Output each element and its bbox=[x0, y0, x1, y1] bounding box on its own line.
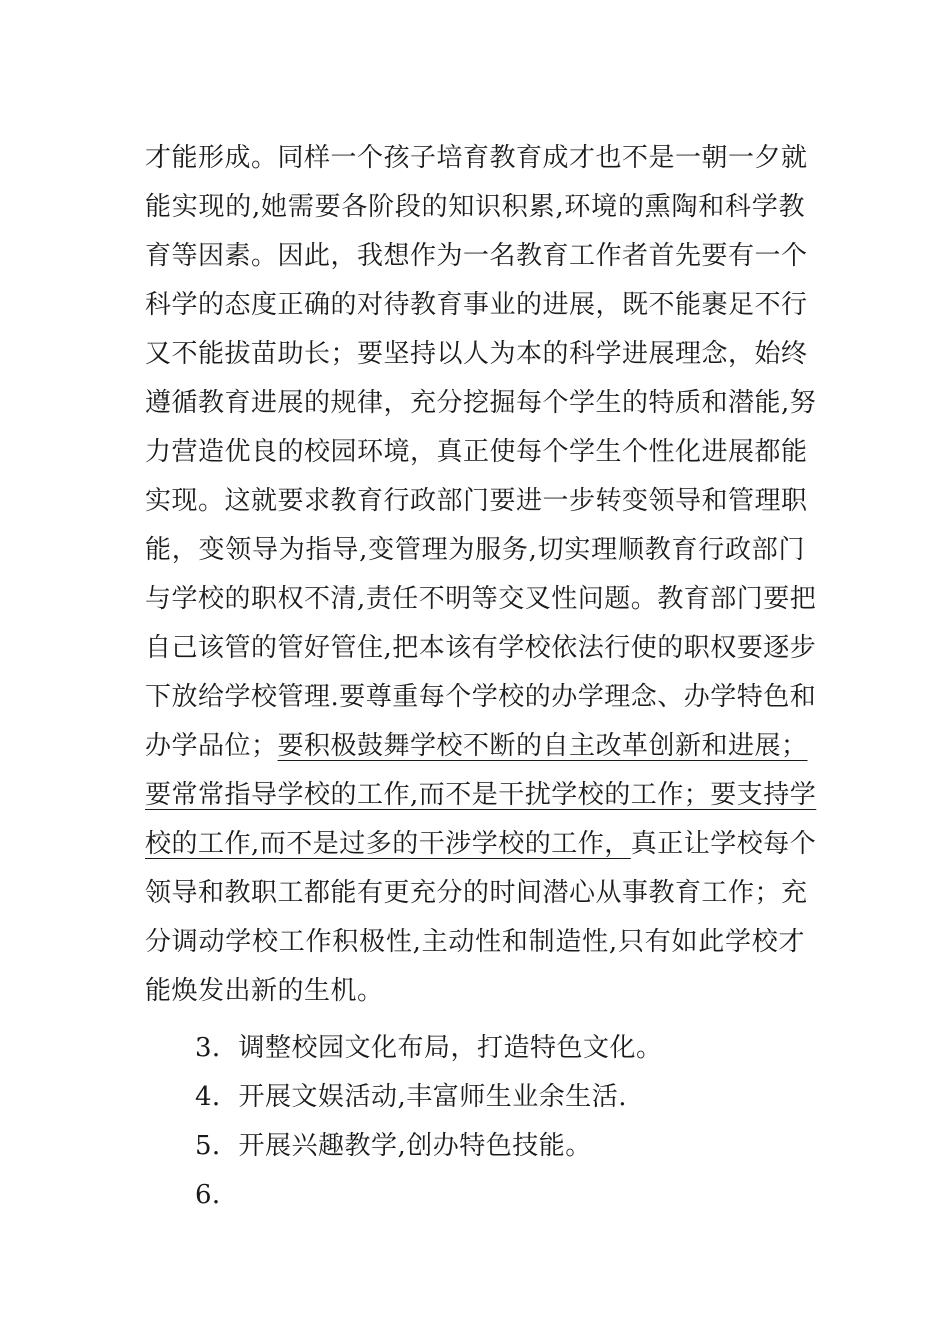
paragraph-line: 下放给学校管理.要尊重每个学校的办学理念、办学特色和 bbox=[145, 682, 817, 712]
paragraph-line: 能实现的,她需要各阶段的知识积累,环境的熏陶和科学教 bbox=[145, 192, 805, 222]
paragraph-line: 遵循教育进展的规律，充分挖掘每个学生的特质和潜能,努 bbox=[145, 388, 817, 418]
paragraph-line: 科学的态度正确的对待教育事业的进展，既不能裹足不行 bbox=[145, 290, 808, 320]
list-item: 5．开展兴趣教学,创办特色技能。 bbox=[195, 1131, 592, 1161]
paragraph-line: 育等因素。因此，我想作为一名教育工作者首先要有一个 bbox=[145, 241, 808, 271]
list-item: 3．调整校园文化布局，打造特色文化。 bbox=[195, 1033, 663, 1063]
paragraph-line: 自己该管的管好管住,把本该有学校依法行使的职权要逐步 bbox=[145, 633, 817, 663]
list-item: 6． bbox=[195, 1180, 239, 1210]
list-item: 4．开展文娱活动,丰富师生业余生活. bbox=[195, 1082, 628, 1112]
underlined-text: 要积极鼓舞学校不断的自主改革创新和进展； bbox=[277, 731, 808, 761]
paragraph-line: 能，变领导为指导,变管理为服务,切实理顺教育行政部门 bbox=[145, 535, 805, 565]
paragraph-line bbox=[145, 722, 808, 771]
underlined-text: 要常常指导学校的工作,而不是干扰学校的工作；要支持学 bbox=[145, 780, 817, 810]
plain-text: 真正让学校每个 bbox=[630, 829, 817, 859]
paragraph-line: 力营造优良的校园环境，真正使每个学生个性化进展都能 bbox=[145, 437, 808, 467]
paragraph-line: 领导和教职工都能有更充分的时间潜心从事教育工作；充 bbox=[145, 878, 808, 908]
plain-text: 办学品位； bbox=[145, 731, 278, 761]
paragraph-line: 才能形成。同样一个孩子培育教育成才也不是一朝一夕就 bbox=[145, 143, 808, 173]
numbered-list bbox=[195, 1024, 663, 1220]
paragraph-line bbox=[145, 771, 817, 820]
body-paragraph bbox=[145, 134, 817, 1016]
paragraph-line: 实现。这就要求教育行政部门要进一步转变领导和管理职 bbox=[145, 486, 808, 516]
paragraph-line: 能焕发出新的生机。 bbox=[145, 976, 384, 1006]
paragraph-line: 分调动学校工作积极性,主动性和制造性,只有如此学校才 bbox=[145, 927, 805, 957]
paragraph-line bbox=[145, 820, 817, 869]
paragraph-line: 与学校的职权不清,责任不明等交叉性问题。教育部门要把 bbox=[145, 584, 817, 614]
underlined-text: 校的工作,而不是过多的干涉学校的工作， bbox=[145, 829, 631, 859]
paragraph-line: 又不能拔苗助长；要坚持以人为本的科学进展理念，始终 bbox=[145, 339, 808, 369]
